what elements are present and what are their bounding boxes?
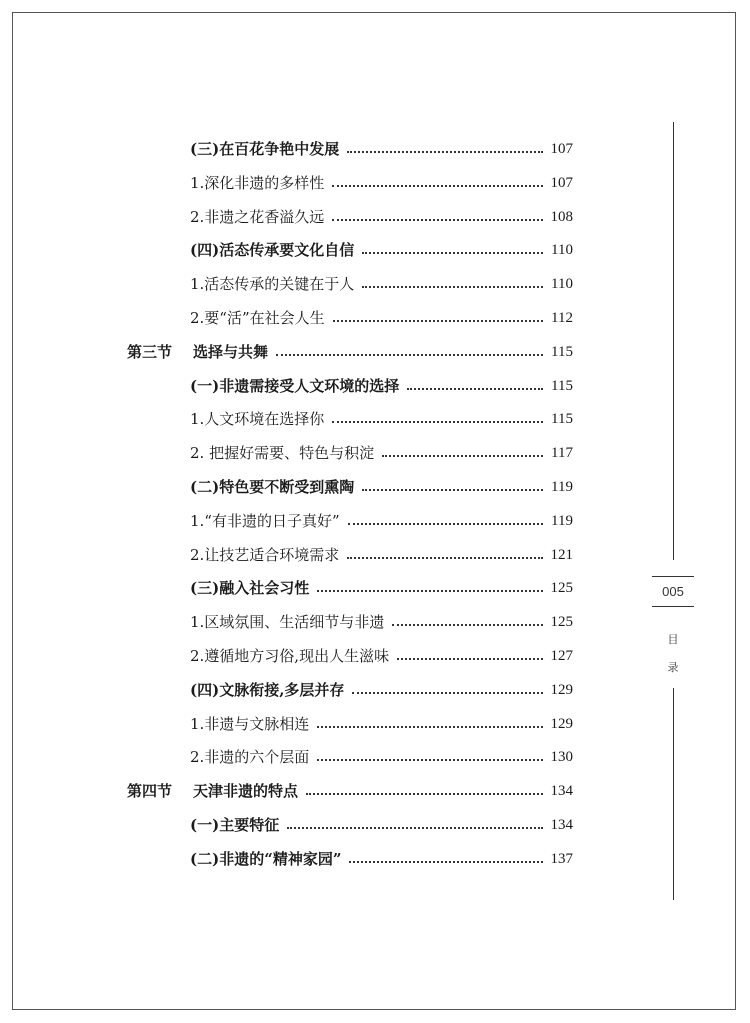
toc-entry-title: 2.非遗的六个层面 xyxy=(190,748,310,767)
toc-subsection-entry xyxy=(190,571,573,605)
toc-entry-title: 1.区域氛围、生活细节与非遗 xyxy=(190,613,385,632)
toc-entry-title: 1.“有非遗的日子真好” xyxy=(190,511,340,530)
toc-item-entry xyxy=(190,301,573,335)
toc-dot-leader xyxy=(397,656,542,660)
toc-entry-title: (三)在百花争艳中发展 xyxy=(190,140,340,158)
toc-page-number: 107 xyxy=(550,174,573,191)
toc-page-number: 137 xyxy=(550,850,573,867)
toc-entry-title: (二)特色要不断受到熏陶 xyxy=(190,478,355,496)
toc-entry-title: (一)非遗需接受人文环境的选择 xyxy=(190,376,400,395)
toc-page-number: 129 xyxy=(550,681,573,698)
toc-entry-title: 1.人文环境在选择你 xyxy=(190,410,325,429)
toc-page-number: 110 xyxy=(551,276,573,293)
toc-page-number: 110 xyxy=(551,242,573,259)
toc-item-entry xyxy=(190,538,573,572)
toc-dot-leader xyxy=(347,149,542,153)
toc-entry-title: 1.非遗与文脉相连 xyxy=(190,714,310,733)
toc-item-entry xyxy=(190,707,573,741)
toc-entry-title: 天津非遗的特点 xyxy=(193,782,299,801)
margin-rule-top xyxy=(673,122,674,560)
toc-entry-title: 2.非遗之花香溢久远 xyxy=(190,207,325,226)
toc-dot-leader xyxy=(362,250,543,254)
toc-page-number: 115 xyxy=(551,411,573,428)
toc-dot-leader xyxy=(348,521,543,525)
toc-dot-leader xyxy=(352,690,542,694)
toc-dot-leader xyxy=(332,419,543,423)
toc-item-entry xyxy=(190,200,573,234)
toc-section-number: 第三节 xyxy=(127,342,173,361)
toc-section-entry xyxy=(127,774,573,808)
toc-dot-leader xyxy=(347,555,542,559)
running-head-char: 目 xyxy=(667,633,679,646)
toc-section-entry xyxy=(127,335,573,369)
toc-entry-title: (四)活态传承要文化自信 xyxy=(190,241,355,260)
toc-item-entry xyxy=(190,166,573,200)
toc-subsection-entry xyxy=(190,470,573,504)
toc-entry-title: 2.要“活”在社会人生 xyxy=(190,309,325,327)
toc-section-number: 第四节 xyxy=(127,782,173,801)
toc-dot-leader xyxy=(287,825,542,829)
page-number: 005 xyxy=(652,576,694,607)
toc-subsection-entry xyxy=(190,842,573,876)
toc-entry-title: 1.活态传承的关键在于人 xyxy=(190,275,355,294)
toc-dot-leader xyxy=(362,284,543,288)
toc-dot-leader xyxy=(332,217,542,221)
toc-page-number: 125 xyxy=(550,614,573,631)
margin-rule-bottom xyxy=(673,688,674,900)
toc-entry-title: 1.深化非遗的多样性 xyxy=(190,173,325,192)
toc-dot-leader xyxy=(306,791,542,795)
toc-page-number: 115 xyxy=(551,377,573,394)
toc-subsection-entry xyxy=(190,673,573,707)
toc-page-number: 112 xyxy=(551,310,573,326)
running-head xyxy=(664,626,682,682)
toc-page-number: 115 xyxy=(551,343,573,360)
toc-item-entry xyxy=(190,267,573,301)
toc-page-number: 121 xyxy=(550,546,573,563)
toc-page-number: 117 xyxy=(551,445,573,462)
toc-dot-leader xyxy=(317,588,542,592)
toc-page-number: 134 xyxy=(550,783,573,800)
toc-dot-leader xyxy=(392,622,542,626)
toc-item-entry xyxy=(190,504,573,538)
toc-subsection-entry xyxy=(190,808,573,842)
toc-entry-title: 2.遵循地方习俗,现出人生滋味 xyxy=(190,647,390,665)
toc-page-number: 129 xyxy=(550,715,573,732)
toc-entry-title: 2. 把握好需要、特色与积淀 xyxy=(190,444,375,463)
toc-page-number: 107 xyxy=(550,141,573,157)
toc-subsection-entry xyxy=(190,233,573,267)
running-head-char: 录 xyxy=(667,661,679,674)
toc-item-entry xyxy=(190,605,573,639)
toc-entry-title: 选择与共舞 xyxy=(193,342,269,361)
toc-item-entry xyxy=(190,639,573,673)
toc-page-number: 130 xyxy=(550,749,573,766)
toc-page-number: 119 xyxy=(551,512,573,529)
toc-entry-title: (四)文脉衔接,多层并存 xyxy=(190,680,345,699)
toc-entry-title: 2.让技艺适合环境需求 xyxy=(190,545,340,564)
toc-page-number: 125 xyxy=(550,580,573,597)
toc-entry-title: (一)主要特征 xyxy=(190,816,280,834)
toc-dot-leader xyxy=(317,757,542,761)
toc-page-number: 119 xyxy=(551,479,573,495)
toc-entry-title: (三)融入社会习性 xyxy=(190,579,310,598)
toc-dot-leader xyxy=(333,318,543,322)
toc-item-entry xyxy=(190,436,573,470)
toc-dot-leader xyxy=(382,453,543,457)
toc-item-entry xyxy=(190,740,573,774)
toc-dot-leader xyxy=(349,859,542,863)
toc-subsection-entry xyxy=(190,369,573,403)
toc-dot-leader xyxy=(362,487,543,491)
toc-dot-leader xyxy=(407,386,543,390)
toc-item-entry xyxy=(190,402,573,436)
toc-dot-leader xyxy=(276,352,543,356)
toc-dot-leader xyxy=(332,183,542,187)
toc-dot-leader xyxy=(317,724,542,728)
toc-subsection-entry xyxy=(190,132,573,166)
toc-page-number: 127 xyxy=(550,648,573,664)
toc-page-number: 134 xyxy=(550,817,573,833)
toc-page-number: 108 xyxy=(550,208,573,225)
toc-entry-title: (二)非遗的“精神家园” xyxy=(190,849,342,868)
